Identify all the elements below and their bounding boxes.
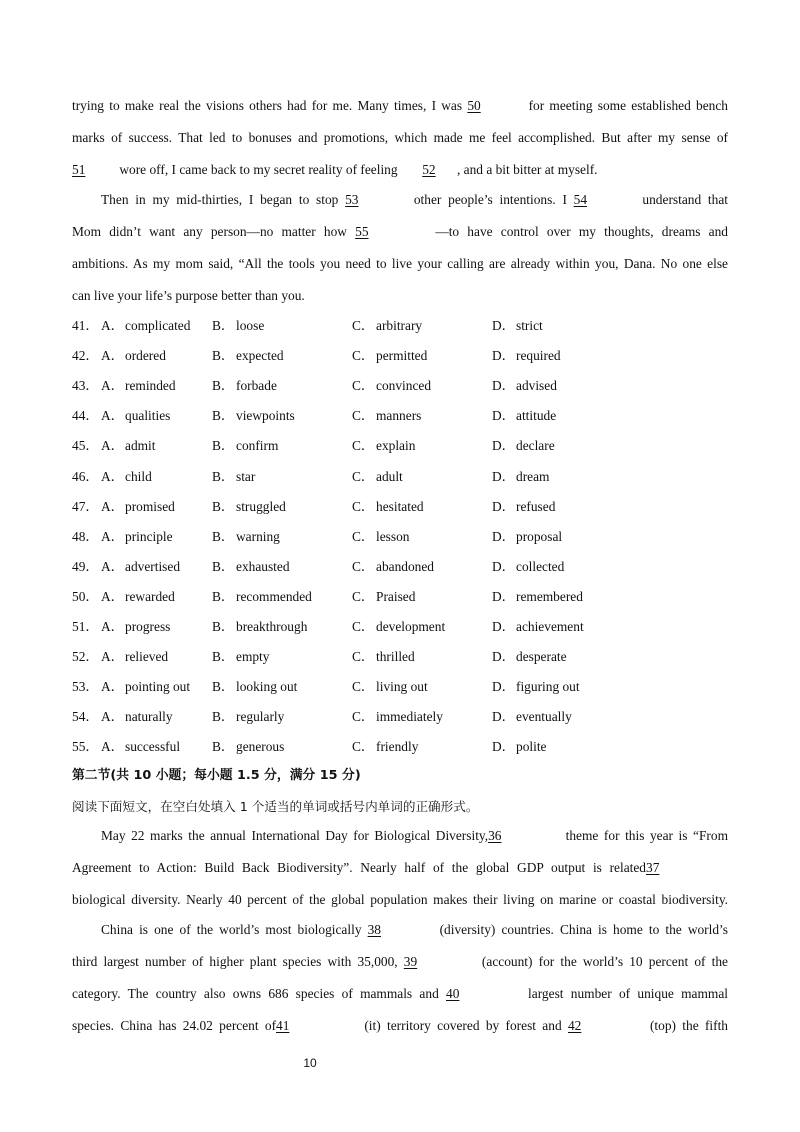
option-text: living out [376,679,428,695]
blank-53[interactable]: 53 [345,192,359,207]
option-letter: B． [212,468,235,484]
option-letter: B． [212,528,235,544]
option-letter: D． [492,588,516,604]
option-text: required [516,348,561,364]
option-text: star [236,468,256,484]
option-letter: A． [101,318,125,333]
option-text: principle [125,528,173,544]
option-letter: D． [492,318,516,333]
option-a[interactable] [101,346,166,366]
question-number: 42． [72,348,99,364]
blank-54[interactable]: 54 [573,192,588,207]
option-c[interactable] [352,467,403,487]
option-text: refused [516,498,556,514]
option-text: warning [236,528,280,544]
option-text: remembered [516,588,583,604]
option-letter: D． [492,739,516,755]
option-d[interactable] [492,617,584,637]
option-text: proposal [516,528,563,544]
option-letter: C． [352,649,375,665]
option-text: breakthrough [236,619,308,634]
option-letter: C． [352,679,375,695]
option-a[interactable] [101,376,176,396]
question-row [72,617,728,637]
question-row [72,557,728,577]
option-c[interactable] [352,497,424,517]
question-number: 49． [72,558,99,574]
option-c[interactable] [352,436,415,456]
passage-line-2: marks of success. That led to bonuses and promotions, which made me feel accomplished. But after my sense of [72,130,728,145]
option-text: declare [516,438,555,454]
option-letter: C． [352,588,375,604]
option-b[interactable] [212,587,312,607]
option-letter: C． [352,348,375,364]
question-number: 50． [72,588,99,604]
option-text: manners [376,408,422,424]
option-letter: A． [101,468,125,484]
option-letter: D． [492,649,516,665]
option-d[interactable] [492,436,555,456]
option-c[interactable] [352,617,445,637]
blank-55[interactable]: 55 [355,224,369,239]
option-letter: B． [212,408,235,424]
option-text: child [125,468,152,484]
option-d[interactable] [492,587,583,607]
option-text: exhausted [236,558,290,574]
question-number: 54． [72,709,99,725]
option-text: pointing out [125,679,191,695]
option-letter: B． [212,649,235,665]
option-text: strict [516,318,543,333]
option-text: recommended [236,588,312,604]
passage2-line-7: species. China has 24.02 percent of41 (it) territory covered by forest and 42 (top) the fifth [72,1016,728,1036]
option-letter: D． [492,378,516,394]
option-letter: D． [492,408,516,424]
option-d[interactable] [492,707,572,727]
option-letter: B． [212,679,235,695]
question-number: 41． [72,318,99,333]
option-letter: B． [212,709,235,725]
option-d[interactable] [492,376,557,396]
option-text: confirm [236,438,279,454]
question-number: 55． [72,739,99,755]
option-d[interactable] [492,406,556,426]
option-text: expected [236,348,284,364]
option-c[interactable] [352,737,418,757]
option-letter: A． [101,709,125,725]
option-text: adult [376,468,403,484]
option-c[interactable] [352,316,422,336]
question-number: 45． [72,438,99,454]
question-number: 44． [72,408,99,424]
question-number: 43． [72,378,99,394]
blank-38[interactable]: 38 [367,922,381,937]
option-letter: D． [492,498,516,514]
question-row [72,346,728,366]
question-row [72,677,728,697]
option-text: polite [516,739,547,755]
passage2-line-4: China is one of the world’s most biologically 38 (diversity) countries. China is home to the world’s [101,920,728,940]
option-text: looking out [236,679,298,695]
passage2-line-1: May 22 marks the annual International Day for Biological Diversity,36 theme for this year is “From [101,826,728,846]
question-row [72,737,728,757]
section-instruction: 阅读下面短文，在空白处填入 1 个适当的单词或括号内单词的正确形式。 [72,799,479,814]
blank-40[interactable]: 40 [446,986,460,1001]
option-b[interactable] [212,647,269,667]
option-letter: C． [352,408,375,424]
passage2-line-3: biological diversity. Nearly 40 percent of the global population makes their living on marine or coastal biodiversity. [72,892,728,907]
option-letter: A． [101,408,125,424]
option-letter: A． [101,348,125,364]
option-c[interactable] [352,587,415,607]
option-text: Praised [376,588,416,604]
option-d[interactable] [492,346,561,366]
option-text: desperate [516,649,567,665]
option-d[interactable] [492,467,549,487]
section-title: 第二节(共 10 小题；每小题 1.5 分，满分 15 分) [72,768,361,783]
blank-42[interactable]: 42 [567,1018,582,1033]
option-text: qualities [125,408,171,424]
option-text: explain [376,438,416,454]
option-b[interactable] [212,406,295,426]
blank-52[interactable]: 52 [422,162,436,177]
option-c[interactable] [352,677,428,697]
option-letter: C． [352,739,375,755]
option-text: viewpoints [236,408,295,424]
option-text: successful [125,739,181,755]
option-text: thrilled [376,649,415,665]
option-letter: C． [352,558,375,574]
blank-41[interactable]: 41 [276,1018,290,1033]
option-b[interactable] [212,617,307,637]
option-letter: C． [352,498,375,514]
option-letter: D． [492,438,516,454]
question-row [72,647,728,667]
option-letter: A． [101,498,125,514]
option-text: regularly [236,709,285,725]
option-letter: D． [492,558,516,574]
question-row [72,406,728,426]
option-a[interactable] [101,316,190,336]
question-row [72,707,728,727]
option-text: advertised [125,558,181,574]
option-a[interactable] [101,737,180,757]
blank-50[interactable]: 50 [467,98,481,113]
option-d[interactable] [492,316,543,336]
option-text: loose [236,318,265,333]
option-text: friendly [376,739,419,755]
option-letter: B． [212,498,235,514]
question-row [72,467,728,487]
option-text: achievement [516,619,584,634]
option-text: ordered [125,348,166,364]
option-text: advised [516,378,557,394]
option-letter: B． [212,558,235,574]
option-letter: B． [212,588,235,604]
question-row [72,316,728,336]
option-letter: A． [101,558,125,574]
passage-line-1: trying to make real the visions others had for me. Many times, I was 50 for meeting some established bench [72,96,728,116]
passage-line-3: 51 wore off, I came back to my secret reality of feeling 52 , and a bit bitter at myself. [72,160,728,180]
option-d[interactable] [492,677,580,697]
option-text: collected [516,558,565,574]
option-a[interactable] [101,436,156,456]
option-a[interactable] [101,647,168,667]
option-d[interactable] [492,557,564,577]
blank-51[interactable]: 51 [72,162,86,177]
option-c[interactable] [352,707,443,727]
passage-line-4: Then in my mid-thirties, I began to stop 53 other people’s intentions. I 54 understand that [101,190,728,210]
option-b[interactable] [212,527,280,547]
option-text: arbitrary [376,318,423,333]
option-c[interactable] [352,647,415,667]
option-b[interactable] [212,677,297,697]
option-text: immediately [376,709,443,725]
option-a[interactable] [101,557,180,577]
option-text: naturally [125,709,173,725]
option-a[interactable] [101,527,173,547]
option-letter: C． [352,438,375,454]
option-letter: B． [212,438,235,454]
option-text: relieved [125,649,169,665]
option-letter: D． [492,619,516,634]
passage2-line-5: third largest number of higher plant species with 35,000, 39 (account) for the world’s 10 percent of the [72,952,728,972]
option-text: abandoned [376,558,435,574]
option-b[interactable] [212,497,286,517]
option-letter: B． [212,739,235,755]
question-number: 51． [72,619,99,634]
option-letter: D． [492,468,516,484]
passage-line-5: Mom didn’t want any person—no matter how 55 —to have control over my thoughts, dreams and [72,222,728,242]
option-text: complicated [125,318,191,333]
option-letter: B． [212,348,235,364]
question-number: 52． [72,649,99,665]
option-c[interactable] [352,346,427,366]
blank-36[interactable]: 36 [488,828,502,843]
option-text: lesson [376,528,410,544]
option-c[interactable] [352,557,434,577]
option-text: hesitated [376,498,424,514]
option-c[interactable] [352,376,431,396]
option-c[interactable] [352,527,409,547]
option-letter: A． [101,588,125,604]
option-letter: A． [101,528,125,544]
passage-line-7: can live your life’s purpose better than you. [72,288,305,303]
option-letter: C． [352,378,375,394]
option-letter: A． [101,649,125,665]
option-text: reminded [125,378,176,394]
option-a[interactable] [101,617,170,637]
option-text: permitted [376,348,428,364]
question-row [72,497,728,517]
question-number: 47． [72,498,99,514]
option-b[interactable] [212,737,284,757]
option-a[interactable] [101,587,175,607]
option-text: forbade [236,378,277,394]
option-text: empty [236,649,270,665]
option-letter: C． [352,709,375,725]
option-a[interactable] [101,707,173,727]
option-a[interactable] [101,497,175,517]
option-d[interactable] [492,737,547,757]
question-row [72,587,728,607]
option-letter: B． [212,378,235,394]
option-letter: A． [101,679,125,695]
option-text: attitude [516,408,557,424]
option-letter: C． [352,619,375,634]
option-a[interactable] [101,677,190,697]
question-row [72,527,728,547]
question-row [72,376,728,396]
question-number: 46． [72,468,99,484]
page-number: 10 [303,1056,317,1070]
option-b[interactable] [212,316,264,336]
option-d[interactable] [492,497,555,517]
option-a[interactable] [101,467,152,487]
question-number: 48． [72,528,99,544]
option-text: promised [125,498,175,514]
option-c[interactable] [352,406,421,426]
question-number: 53． [72,679,99,695]
passage2-line-2: Agreement to Action: Build Back Biodiversity”. Nearly half of the global GDP output is related37 [72,858,728,878]
blank-37[interactable]: 37 [646,860,660,875]
passage2-line-6: category. The country also owns 686 species of mammals and 40 largest number of unique mammal [72,984,728,1004]
option-b[interactable] [212,707,284,727]
option-letter: D． [492,528,516,544]
option-a[interactable] [101,406,170,426]
option-letter: C． [352,468,375,484]
option-letter: C． [352,528,375,544]
option-letter: A． [101,739,125,755]
option-text: generous [236,739,285,755]
option-letter: B． [212,318,235,333]
option-b[interactable] [212,376,277,396]
option-letter: D． [492,709,516,725]
option-letter: D． [492,348,516,364]
option-b[interactable] [212,467,255,487]
option-d[interactable] [492,647,567,667]
option-b[interactable] [212,346,284,366]
question-row [72,436,728,456]
option-d[interactable] [492,527,562,547]
option-text: struggled [236,498,286,514]
option-text: development [376,619,446,634]
option-letter: A． [101,378,125,394]
option-b[interactable] [212,557,290,577]
option-letter: B． [212,619,235,634]
option-text: rewarded [125,588,175,604]
option-text: eventually [516,709,572,725]
passage-line-6: ambitions. As my mom said, “All the tools you need to live your calling are already within you, Dana. No one else [72,256,728,271]
option-letter: C． [352,318,375,333]
option-letter: A． [101,438,125,454]
blank-39[interactable]: 39 [403,954,418,969]
option-text: figuring out [516,679,580,695]
option-text: admit [125,438,156,454]
option-text: convinced [376,378,432,394]
option-letter: A． [101,619,125,634]
option-text: progress [125,619,171,634]
option-b[interactable] [212,436,278,456]
option-text: dream [516,468,550,484]
option-letter: D． [492,679,516,695]
